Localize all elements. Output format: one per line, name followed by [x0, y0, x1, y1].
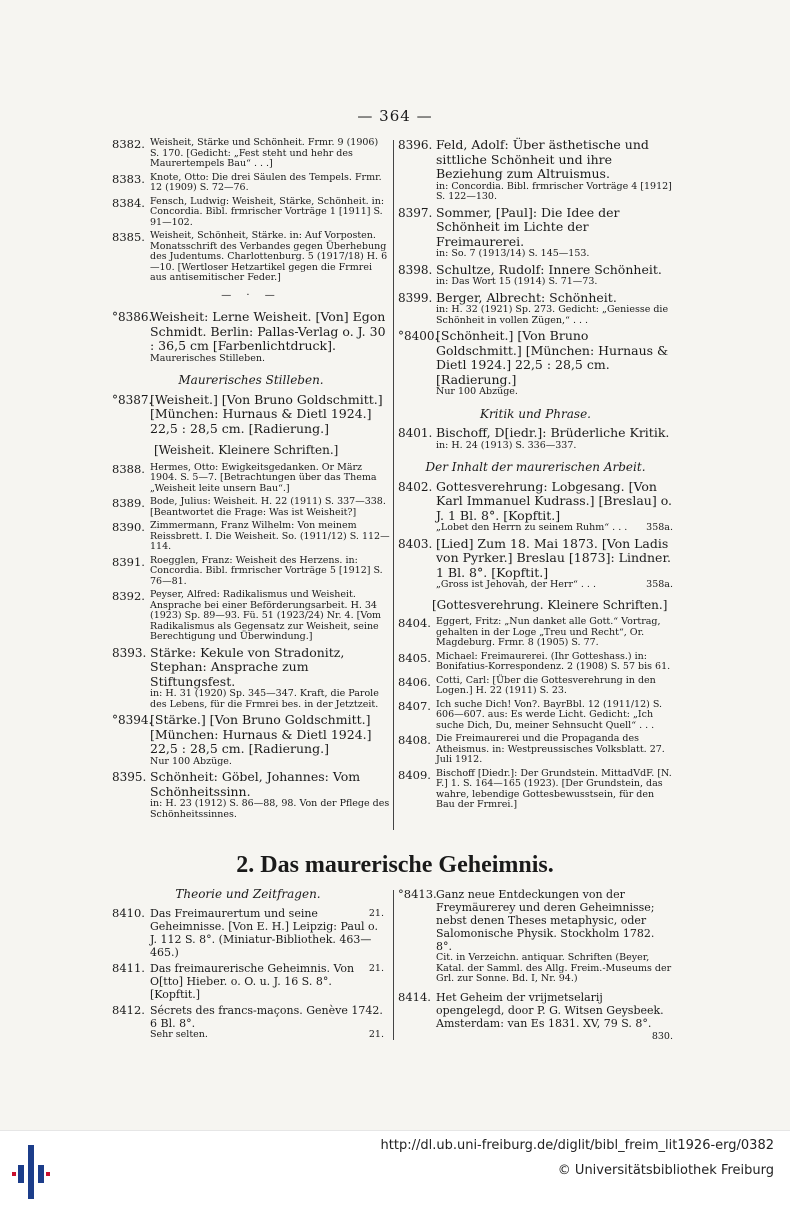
entry-8405 [398, 652, 673, 673]
entry-number: 8401. [398, 426, 433, 440]
entry-number: 8385. [112, 230, 145, 244]
entry-text: Michael: Freimaurerei. (Ihr Gotteshass.) in: Bonifatius-Korrespondenz. 2 (1908) S. 57 bis 61. [436, 650, 671, 672]
entry-8411 [112, 962, 384, 1001]
entry-8400 [398, 329, 673, 398]
entry-note: Nur 100 Abzüge. [150, 755, 232, 767]
entry-text: Ganz neue Entdeckungen von der Freymäurerey und deren Geheimnisse; nebst denen Theses metaphysic, oder Salomonische Physik. Stockholm 1782. 8°. [436, 888, 655, 953]
entry-note [436, 580, 673, 591]
entry-note: Maurerisches Stilleben. [150, 352, 265, 364]
entry-text: [Schönheit.] [Von Bruno Goldschmitt.] [München: Hurnaus & Dietl 1924.] 22,5 : 28,5 cm. [Radierung.] [436, 328, 669, 387]
entry-text: Ich suche Dich! Von?. BayrBbl. 12 (1911/12) S. 606—607. aus: Es werde Licht. Gedicht: „Ich suche Dich, Du, meiner Sehnsucht Quell“ . . . [436, 698, 663, 731]
entry-8395 [112, 770, 390, 820]
entry-body [150, 907, 384, 959]
entry-8407 [398, 700, 673, 732]
entry-note: in: So. 7 (1913/14) S. 145—153. [436, 248, 590, 259]
entry-text: Zimmermann, Franz Wilhelm: Von meinem Reissbrett. I. Die Weisheit. So. (1911/12) S. 112—114. [150, 520, 390, 552]
subheading-weisheit-schriften: [Weisheit. Kleinere Schriften.] [154, 443, 339, 457]
entry-price: 358a. [646, 579, 673, 590]
entry-text: Gottesverehrung: Lobgesang. [Von Karl Immanuel Kudrass.] [Breslau] o. J. 1 Bl. 8°. [Kopftit.] [436, 478, 672, 523]
entry-number: 8383. [112, 171, 145, 186]
entry-text: Feld, Adolf: Über ästhetische und sittliche Schönheit und ihre Beziehung zum Altruismus. [436, 137, 649, 181]
entry-note: in: H. 24 (1913) S. 336—337. [436, 439, 577, 451]
entry-8403 [398, 537, 673, 591]
entry-number: 8399. [398, 290, 433, 305]
entry-text: Sommer, [Paul]: Die Idee der Schönheit im Lichte der Freimaurerei. [436, 204, 620, 249]
entry-number: 8391. [112, 554, 145, 569]
entry-8410 [112, 907, 384, 959]
entry-quote: „Lobet den Herrn zu seinem Ruhm“ . . . [436, 522, 628, 533]
entry-text: Fensch, Ludwig: Weisheit, Stärke, Schönheit. in: Concordia. Bibl. frmrischer Vorträge 1 [1911] S. 91—102. [150, 195, 385, 228]
entry-number: 8384. [112, 195, 145, 210]
entry-8408 [398, 734, 673, 766]
entry-text: Bischoff, D[iedr.]: Brüderliche Kritik. [436, 425, 670, 440]
separator-dash: — · — [221, 289, 281, 301]
entry-number: 8410. [112, 906, 145, 920]
entry-8393 [112, 646, 390, 711]
entry-8406 [398, 676, 673, 697]
entry-note: in: Das Wort 15 (1914) S. 71—73. [436, 276, 598, 287]
entry-text: Hermes, Otto: Ewigkeitsgedanken. Or März 1904. S. 5—7. [Betrachtungen über das Thema „Weisheit leite unsern Bau“.] [150, 461, 377, 494]
right-column-2 [398, 888, 673, 1043]
entry-body [150, 962, 384, 1001]
column-divider-2 [393, 890, 394, 1040]
entry-text: Bischoff [Diedr.]: Der Grundstein. MittadVdF. [N. F.] 1. S. 164—165 (1923). [Der Grundstein, das wahre, lebendige Gottesbewusstsein, für den Bau der Frmrei.] [436, 767, 672, 810]
entry-8396 [398, 138, 673, 203]
university-logo-icon [12, 1145, 52, 1199]
entry-number: 8388. [112, 461, 145, 476]
entry-8386 [112, 310, 390, 364]
entry-8404 [398, 617, 673, 649]
entry-number: 8392. [112, 589, 145, 603]
entry-8412 [112, 1004, 384, 1041]
entry-price: 21. [368, 963, 384, 974]
entry-text: [Stärke.] [Von Bruno Goldschmitt.] [München: Hurnaus & Dietl 1924.] 22,5 : 28,5 cm. [Radierung.] [150, 712, 372, 756]
entry-8391 [112, 556, 390, 588]
entry-8401 [398, 426, 673, 451]
entry-number: 8402. [398, 479, 433, 494]
entry-text: Die Freimaurerei und die Propaganda des Atheismus. in: Westpreussisches Volksblatt. 27. Juli 1912. [436, 733, 665, 765]
entry-number: 8389. [112, 496, 145, 510]
entry-number: 8403. [398, 536, 433, 551]
entry-number: 8390. [112, 520, 145, 534]
entry-8398 [398, 263, 673, 288]
entry-note-text: Sehr selten. [150, 1029, 208, 1040]
right-column [398, 138, 673, 814]
entry-text: Weisheit, Stärke und Schönheit. Frmr. 9 (1906) S. 170. [Gedicht: „Fest steht und hehr des Maurertempels Bau“ . . .] [150, 137, 379, 169]
entry-8384 [112, 197, 390, 229]
subheading-stilleben: Maurerisches Stilleben. [178, 373, 324, 387]
entry-8387 [112, 393, 390, 437]
entry-number: 8407. [398, 698, 431, 713]
entry-text: Bode, Julius: Weisheit. H. 22 (1911) S. 337—338. [Beantwortet die Frage: Was ist Weisheit?] [150, 496, 386, 518]
entry-8392 [112, 590, 390, 643]
entry-number: 8404. [398, 616, 431, 630]
entry-text: Weisheit: Lerne Weisheit. [Von] Egon Schmidt. Berlin: Pallas-Verlag o. J. 30 : 36,5 cm [Farbenlichtdruck]. [150, 309, 386, 353]
entry-text: [Lied] Zum 18. Mai 1873. [Von Ladis von Pyrker.] Breslau [1873]: Lindner. 1 Bl. 8°. [Kopftit.] [436, 535, 672, 580]
footer-copyright: © Universitätsbibliothek Freiburg [557, 1163, 774, 1178]
entry-number: °8413. [398, 887, 437, 901]
entry-8389 [112, 497, 390, 518]
entry-text: Cotti, Carl: [Über die Gottesverehrung in den Logen.] H. 22 (1911) S. 23. [436, 674, 656, 696]
subheading-theorie: Theorie und Zeitfragen. [175, 887, 321, 901]
entry-body [436, 990, 673, 1042]
subheading-gottes-schriften: [Gottesverehrung. Kleinere Schriften.] [432, 597, 668, 612]
entry-8390 [112, 521, 390, 553]
entry-text: Roegglen, Franz: Weisheit des Herzens. in: Concordia. Bibl. frmrischer Vorträge 5 [1912] S. 76—81. [150, 554, 383, 587]
entry-text: Schönheit: Göbel, Johannes: Vom Schönheitssinn. [150, 769, 361, 799]
page-number: — 364 — [357, 107, 433, 125]
entry-text: Knote, Otto: Die drei Säulen des Tempels. Frmr. 12 (1909) S. 72—76. [150, 171, 382, 193]
entry-note: in: H. 32 (1921) Sp. 273. Gedicht: „Geniesse die Schönheit in vollen Zügen,“ . . . [436, 304, 669, 326]
entry-text: Berger, Albrecht: Schönheit. [436, 289, 617, 305]
entry-text: [Weisheit.] [Von Bruno Goldschmitt.] [München: Hurnaus & Dietl 1924.] 22,5 : 28,5 cm. [Radierung.] [150, 391, 383, 436]
column-divider [393, 140, 394, 830]
entry-number: 8412. [112, 1003, 145, 1017]
section-title: 2. Das maurerische Geheimnis. [236, 852, 554, 878]
entry-note [150, 1030, 384, 1041]
entry-8394 [112, 713, 390, 767]
subheading-inhalt: Der Inhalt der maurerischen Arbeit. [425, 460, 646, 474]
entry-8397 [398, 206, 673, 260]
entry-number: °8400. [398, 329, 439, 343]
entry-number: 8405. [398, 650, 431, 665]
entry-quote: „Gross ist Jehovah, der Herr“ . . . [436, 579, 596, 590]
entry-8399 [398, 291, 673, 327]
entry-number: 8409. [398, 767, 431, 782]
entry-number: 8396. [398, 138, 433, 152]
entry-text: Eggert, Fritz: „Nun danket alle Gott.“ Vortrag, gehalten in der Loge „Treu und Recht“, Or. Magdeburg. Frmr. 8 (1905) S. 77. [436, 616, 661, 648]
entry-text: Weisheit, Schönheit, Stärke. in: Auf Vorposten. Monatsschrift des Verbandes gegen Überhebung des Judentums. Charlottenburg. 5 (1917/18) H. 6—10. [Wertloser Hetzartikel gegen die Frmrei aus antisemitischer Feder.] [150, 230, 388, 283]
left-column [112, 138, 390, 823]
entry-note [436, 523, 673, 534]
entry-8414 [398, 989, 673, 1042]
entry-price: 830. [651, 1030, 673, 1042]
entry-8383 [112, 173, 390, 194]
entry-text: Sécrets des francs-maçons. Genève 1742. 6 Bl. 8°. [150, 1004, 383, 1030]
entry-text: Schultze, Rudolf: Innere Schönheit. [436, 261, 662, 277]
entry-note: in: Concordia. Bibl. frmrischer Vorträge 4 [1912] S. 122—130. [436, 180, 672, 202]
entry-8388 [112, 463, 390, 495]
entry-number: 8395. [112, 770, 147, 784]
entry-8402 [398, 480, 673, 534]
entry-8382 [112, 138, 390, 170]
footer-url-link[interactable]: http://dl.ub.uni-freiburg.de/diglit/bibl_freim_lit1926-erg/0382 [380, 1138, 774, 1153]
entry-price: 358a. [646, 522, 673, 533]
entry-8413 [398, 888, 673, 985]
entry-price: 21. [368, 908, 384, 919]
entry-number: 8414. [398, 989, 431, 1004]
entry-text: Das Freimaurertum und seine Geheimnisse. [Von E. H.] Leipzig: Paul o. J. 112 S. 8°. (Miniatur-Bibliothek. 463—465.) [150, 907, 378, 959]
entry-number: 8406. [398, 674, 431, 689]
entry-number: 8408. [398, 733, 431, 747]
entry-text: Peyser, Alfred: Radikalismus und Weisheit. Ansprache bei einer Beförderungsarbeit. H. 34 (1923) Sp. 89—93. Fü. 51 (1923/24) Nr. 4. [Vom Radikalismus als Gegensatz zur Weisheit, seine Berechtigung und Überwindung.] [150, 589, 382, 642]
subheading-kritik: Kritik und Phrase. [479, 406, 591, 421]
entry-note: Cit. in Verzeichn. antiquar. Schriften (Beyer, Katal. der Samml. des Allg. Freim.-Museums der Grl. zur Sonne. Bd. I, Nr. 94.) [436, 952, 672, 984]
entry-text: Het Geheim der vrijmetselarij opengelegd, door P. G. Witsen Geysbeek. Amsterdam: van Es 1831. XV, 79 S. 8°. [436, 990, 664, 1030]
entry-number: °8394. [112, 713, 153, 727]
left-column-2 [112, 888, 384, 1044]
entry-number: 8382. [112, 137, 145, 151]
entry-text: Das freimaurerische Geheimnis. Von O[tto] Hieber. o. O. u. J. 16 S. 8°. [Kopftit.] [150, 962, 355, 1001]
entry-note: Nur 100 Abzüge. [436, 386, 518, 397]
entry-note: in: H. 31 (1920) Sp. 345—347. Kraft, die Parole des Lebens, für die Frmrei bes. in der Jetztzeit. [150, 688, 379, 710]
entry-price: 21. [368, 1029, 384, 1040]
entry-note: in: H. 23 (1912) S. 86—88, 98. Von der Pflege des Schönheitssinnes. [150, 798, 390, 820]
entry-number: 8398. [398, 262, 433, 277]
entry-number: 8411. [112, 961, 145, 975]
entry-8385 [112, 231, 390, 284]
entry-number: °8387. [112, 392, 153, 407]
entry-8409 [398, 769, 673, 811]
entry-number: 8397. [398, 205, 433, 220]
entry-text: Stärke: Kekule von Stradonitz, Stephan: Ansprache zum Stiftungsfest. [150, 644, 345, 689]
entry-number: °8386. [112, 310, 153, 324]
entry-number: 8393. [112, 645, 147, 660]
